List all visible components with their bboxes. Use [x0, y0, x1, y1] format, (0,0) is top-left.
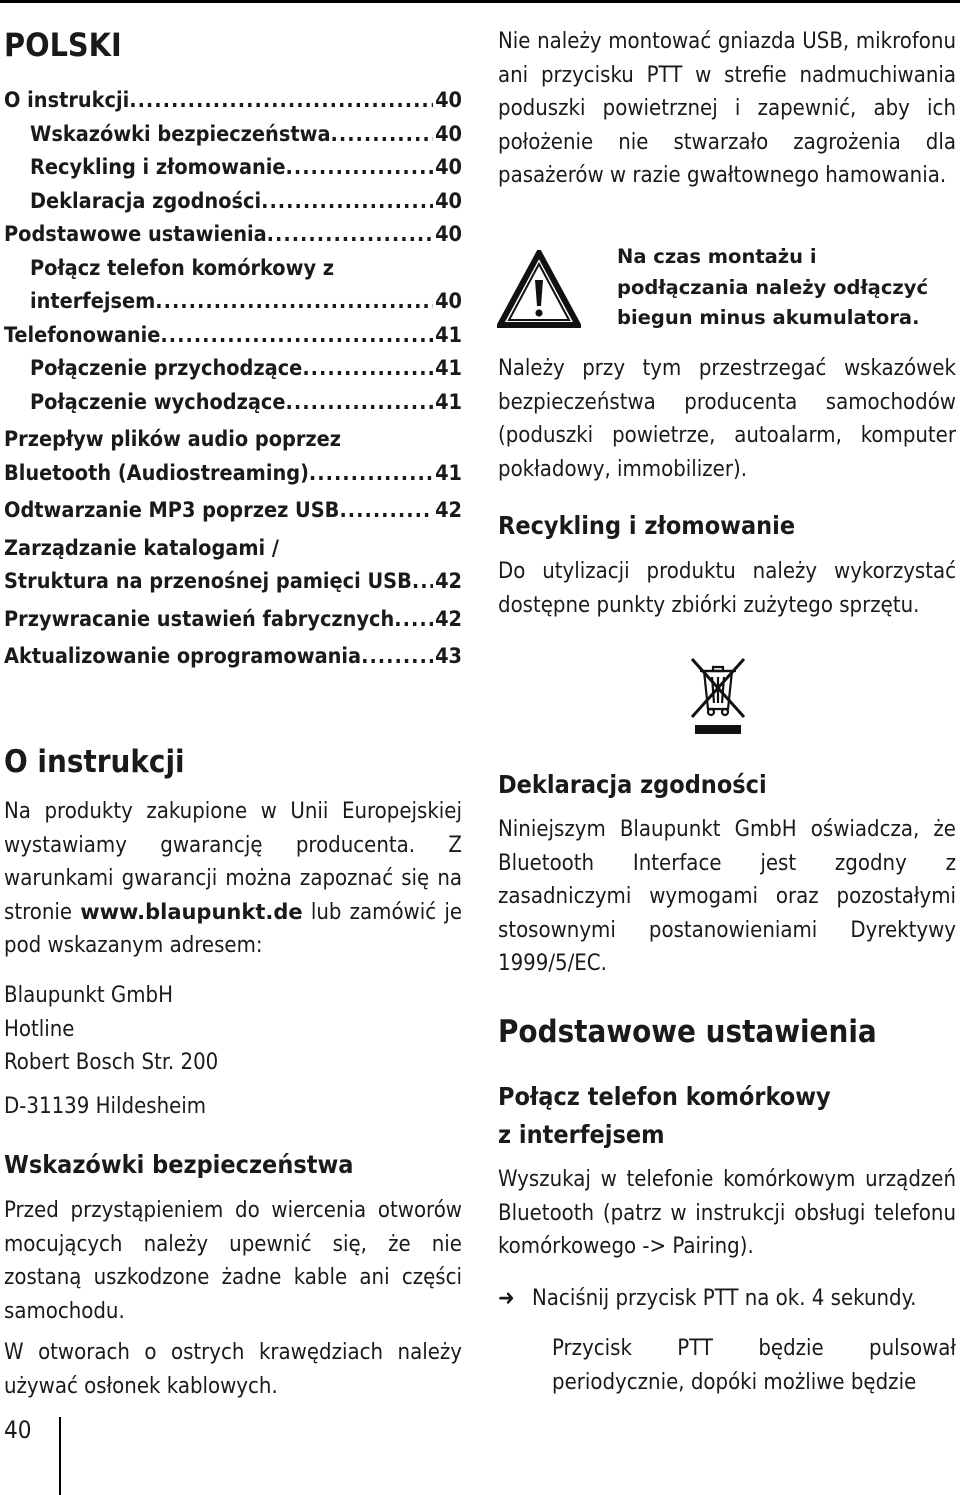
safety-paragraph: W otworach o ostrych krawędziach należy używać osłonek kablowych. — [4, 1340, 462, 1399]
toc-item[interactable]: Przywracanie ustawień fabrycznych ..... 42 — [4, 603, 462, 637]
safety-paragraph: Nie należy montować gniazda USB, mikrofonu ani przycisku PTT w strefie nadmuchiwania poduszki powietrznej i zapewnić, aby ich położenie nie stwarzało zagrożenia dla pasażerów w razie gwałtownego hamowania. — [498, 29, 956, 188]
address-line: Blaupunkt GmbH — [4, 983, 173, 1008]
pair-phone-heading-2: z interfejsem — [498, 1120, 665, 1149]
toc-item[interactable]: Bluetooth (Audiostreaming) ..... 41 — [4, 457, 462, 491]
pair-phone-text: Wyszukaj w telefonie komórkowym urządzeń Bluetooth (patrz w instrukcji obsługi telefonu komórkowego -> Pairing). — [498, 1167, 956, 1259]
crossed-out-bin-icon — [686, 655, 750, 737]
toc-item[interactable]: Telefonowanie ..... 41 — [4, 319, 462, 353]
table-of-contents — [4, 84, 462, 674]
website-link[interactable]: www.blaupunkt.de — [80, 899, 303, 924]
page-number: 40 — [4, 1416, 32, 1444]
toc-item[interactable]: Połączenie przychodzące ..... 41 — [4, 352, 462, 386]
arrow-right-icon: ➜ — [498, 1286, 515, 1311]
toc-item-line[interactable]: Przepływ plików audio poprzez — [4, 427, 342, 452]
safety-paragraph: Przed przystąpieniem do wiercenia otworów mocujących należy upewnić się, że nie zostaną uszkodzone żadne kable ani części samochodu. — [4, 1198, 462, 1324]
page-number-rule — [59, 1417, 61, 1495]
declaration-heading: Deklaracja zgodności — [498, 770, 767, 799]
toc-item-line[interactable]: Zarządzanie katalogami / — [4, 535, 279, 561]
declaration-text: Niniejszym Blaupunkt GmbH oświadcza, że Bluetooth Interface jest zgodny z zasadniczymi wymogami oraz pozostałymi stosownymi postanowieniami Dyrektywy 1999/5/EC. — [498, 817, 956, 976]
toc-item[interactable]: Aktualizowanie oprogramowania ..... 43 — [4, 640, 462, 674]
toc-item[interactable]: Wskazówki bezpieczeństwa ..... 40 — [4, 118, 462, 152]
toc-item[interactable]: Odtwarzanie MP3 poprzez USB ..... 42 — [4, 494, 462, 528]
warning-text: Na czas montażu i podłączania należy odłączyć biegun minus akumulatora. — [617, 245, 929, 329]
about-heading: O instrukcji — [4, 744, 185, 780]
safety-heading: Wskazówki bezpieczeństwa — [4, 1150, 354, 1179]
toc-item[interactable]: Struktura na przenośnej pamięci USB ..... 42 — [4, 565, 462, 599]
address-block — [4, 979, 218, 1123]
step-result: Przycisk PTT będzie pulsował periodycznie, dopóki możliwe będzie — [552, 1336, 956, 1395]
toc-item[interactable]: Recykling i złomowanie ..... 40 — [4, 151, 462, 185]
toc-item[interactable]: Deklaracja zgodności ..... 40 — [4, 185, 462, 219]
address-city: D-31139 Hildesheim — [4, 1093, 207, 1119]
recycling-text: Do utylizacji produktu należy wykorzystać dostępne punkty zbiórki zużytego sprzętu. — [498, 559, 956, 618]
toc-item[interactable]: Podstawowe ustawienia ..... 40 — [4, 218, 462, 252]
toc-item-line[interactable]: Połącz telefon komórkowy z — [30, 255, 335, 281]
address-line: Robert Bosch Str. 200 — [4, 1050, 219, 1075]
pair-phone-heading: Połącz telefon komórkowy — [498, 1082, 831, 1111]
instruction-step: ➜ Naciśnij przycisk PTT na ok. 4 sekundy. — [498, 1282, 956, 1316]
basic-heading: Podstawowe ustawienia — [498, 1014, 877, 1050]
language-title: POLSKI — [4, 26, 122, 64]
top-rule — [0, 0, 960, 3]
about-text: Na produkty zakupione w Unii Europejskiej wystawiamy gwarancję producenta. Z warunkami gwarancji można zapoznać się na stronie www.blaupunkt.de lub zamówić je pod wskazanym adresem: — [4, 799, 462, 958]
warning-triangle-icon — [497, 250, 581, 328]
toc-item[interactable]: O instrukcji ..... 40 — [4, 84, 462, 118]
toc-item[interactable]: Połączenie wychodzące ..... 41 — [4, 386, 462, 420]
address-line: Hotline — [4, 1016, 75, 1042]
toc-item[interactable]: interfejsem ..... 40 — [4, 285, 462, 319]
recycling-heading: Recykling i złomowanie — [498, 511, 796, 540]
safety-paragraph: Należy przy tym przestrzegać wskazówek bezpieczeństwa producenta samochodów (poduszki powietrze, autoalarm, komputer pokładowy, immobilizer). — [498, 356, 956, 482]
